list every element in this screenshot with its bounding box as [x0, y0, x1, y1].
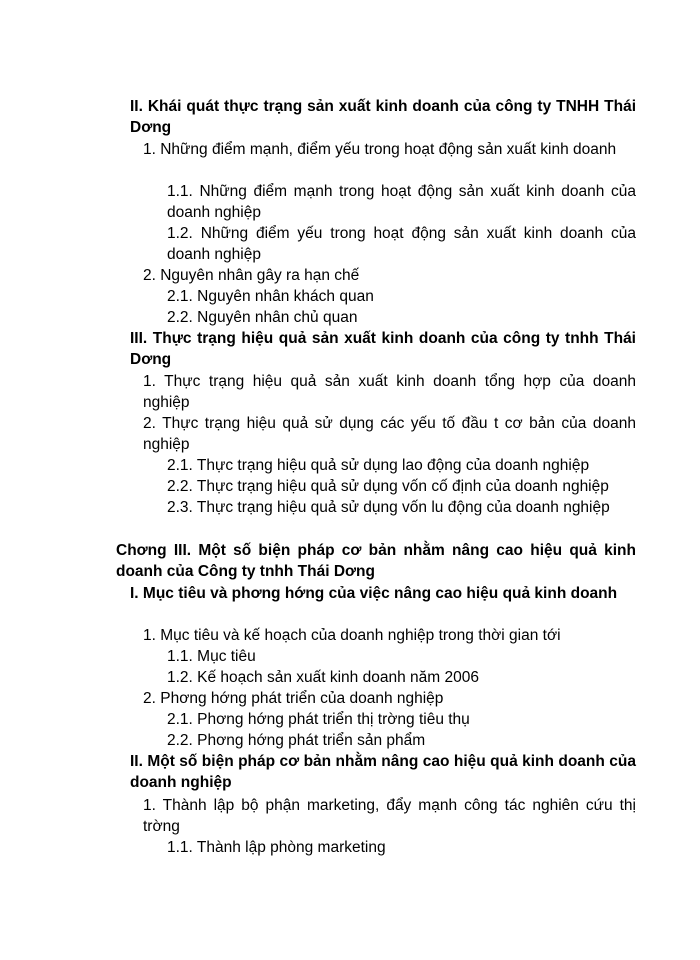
- toc-heading-chapter-iii: Chơng III. Một số biện pháp cơ bản nhằm nâng cao hiệu quả kinh doanh của Công ty tnhh Thái Dơng: [116, 542, 636, 580]
- toc-item-1-1: 1.1. Những điểm mạnh trong hoạt động sản xuất kinh doanh của doanh nghiệp: [167, 183, 636, 221]
- toc-heading-section-iii: III. Thực trạng hiệu quả sản xuất kinh doanh của công ty tnhh Thái Dơng: [130, 330, 636, 368]
- toc-item-1: 1. Những điểm mạnh, điểm yếu trong hoạt động sản xuất kinh doanh: [143, 141, 617, 158]
- toc-heading-section-ii: II. Khái quát thực trạng sản xuất kinh doanh của công ty TNHH Thái Dơng: [130, 98, 636, 136]
- toc-item-2-2: 2.2. Nguyên nhân chủ quan: [167, 309, 358, 326]
- toc-item-2-3: 2.3. Thực trạng hiệu quả sử dụng vốn lu động của doanh nghiệp: [167, 499, 610, 516]
- toc-item-1-1: 1.1. Mục tiêu: [167, 648, 256, 665]
- toc-item-2: 2. Thực trạng hiệu quả sử dụng các yếu tố đầu t cơ bản của doanh nghiệp: [143, 415, 636, 453]
- toc-item-2-1: 2.1. Phơng hớng phát triển thị trờng tiêu thụ: [167, 711, 470, 728]
- toc-heading-section-ii: II. Một số biện pháp cơ bản nhằm nâng cao hiệu quả kinh doanh của doanh nghiệp: [130, 753, 636, 791]
- toc-item-2-2: 2.2. Phơng hớng phát triển sản phẩm: [167, 732, 426, 749]
- toc-item-2: 2. Phơng hớng phát triển của doanh nghiệp: [143, 690, 444, 707]
- toc-item-1: 1. Thực trạng hiệu quả sản xuất kinh doanh tổng hợp của doanh nghiệp: [143, 373, 636, 411]
- toc-item-2: 2. Nguyên nhân gây ra hạn chế: [143, 267, 360, 284]
- toc-item-1: 1. Thành lập bộ phận marketing, đẩy mạnh công tác nghiên cứu thị trờng: [143, 797, 636, 835]
- toc-heading-section-i: I. Mục tiêu và phơng hớng của việc nâng cao hiệu quả kinh doanh: [130, 585, 618, 602]
- toc-item-1-2: 1.2. Kế hoạch sản xuất kinh doanh năm 2006: [167, 669, 479, 686]
- toc-item-1-2: 1.2. Những điểm yếu trong hoạt động sản xuất kinh doanh của doanh nghiệp: [167, 225, 636, 263]
- toc-item-2-1: 2.1. Thực trạng hiệu quả sử dụng lao động của doanh nghiệp: [167, 457, 590, 474]
- toc-item-2-1: 2.1. Nguyên nhân khách quan: [167, 288, 374, 305]
- toc-item-1-1: 1.1. Thành lập phòng marketing: [167, 839, 386, 856]
- toc-item-1: 1. Mục tiêu và kế hoạch của doanh nghiệp trong thời gian tới: [143, 627, 561, 644]
- toc-item-2-2: 2.2. Thực trạng hiệu quả sử dụng vốn cố định của doanh nghiệp: [167, 478, 609, 495]
